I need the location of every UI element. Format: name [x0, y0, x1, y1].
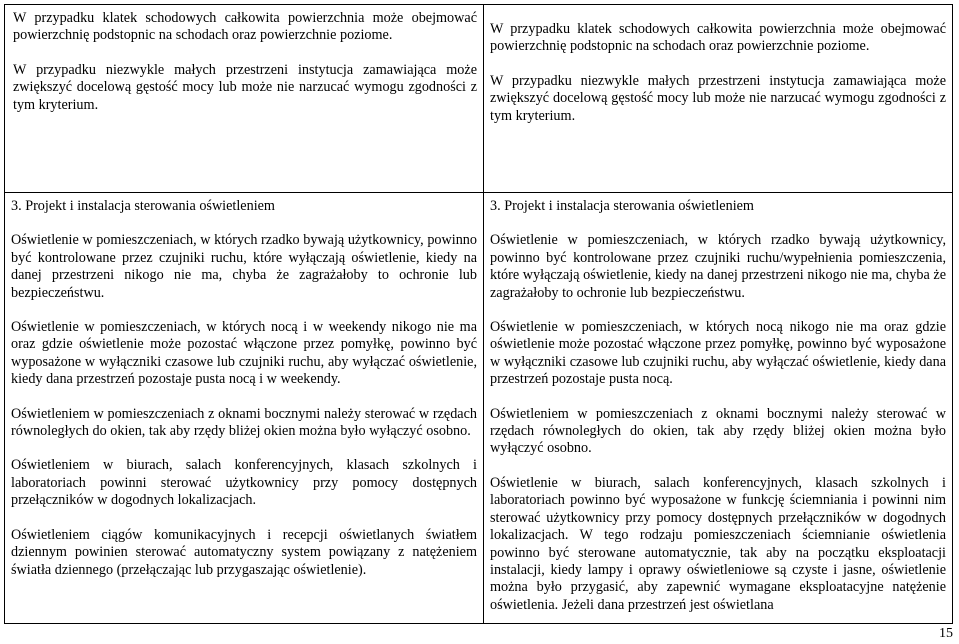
paragraph: W przypadku niezwykle małych przestrzeni instytucja zamawiająca może zwiększyć docelową gęstość mocy lub może nie narzucać wymogu zgodności z tym kryterium.	[13, 61, 477, 113]
table-row	[5, 193, 953, 624]
paragraph: Oświetlenie w biurach, salach konferencyjnych, klasach szkolnych i laboratoriach powinno być wyposażone w funkcję ściemniania i powinni nim sterować użytkownicy przy pomocy dostępnych przełączników w dogodnych lokalizacjach. W tego rodzaju pomieszczeniach ściemnianie oświetlenia powinno być sterowane automatycznie, tak aby na początku eksploatacji instalacji, kiedy lampy i oprawy oświetleniowe są czyste i jasne, oświetlenie można było przygasić, aby zapewnić wymagane eksploatacyjne natężenie oświetlenia. Jeżeli dana przestrzeń jest oświetlana	[490, 474, 946, 613]
paragraph: Oświetlenie w pomieszczeniach, w których nocą i w weekendy nikogo nie ma oraz gdzie oświetlenie może pozostać włączone przez pomyłkę, powinno być wyposażone w wyłączniki czasowe lub czujniki ruchu, aby wyłączać oświetlenie, kiedy dana przestrzeń pozostaje pusta nocą i w weekendy.	[11, 319, 477, 388]
section-heading: 3. Projekt i instalacja sterowania oświetleniem	[490, 198, 754, 214]
paragraph: Oświetleniem w pomieszczeniach z oknami bocznymi należy sterować w rzędach równoległych do okien, tak aby rzędy bliżej okien można było wyłączyć osobno.	[11, 405, 477, 440]
paragraph: W przypadku klatek schodowych całkowita powierzchnia może obejmować powierzchnię podstopnic na schodach oraz powierzchnie poziome.	[13, 10, 477, 44]
paragraph: Oświetleniem w biurach, salach konferencyjnych, klasach szkolnych i laboratoriach powinni sterować użytkownicy przy pomocy dostępnych przełączników w dogodnych lokalizacjach.	[11, 457, 477, 509]
section-heading: 3. Projekt i instalacja sterowania oświetleniem	[11, 198, 275, 214]
right-cell-top	[484, 5, 953, 193]
paragraph: Oświetleniem ciągów komunikacyjnych i recepcji oświetlanych światłem dziennym powinien sterować automatyczny system powiązany z natężeniem światła dziennego (przełączając lub przygaszając oświetlenie).	[11, 526, 477, 578]
left-cell-bottom	[5, 193, 484, 624]
paragraph: Oświetlenie w pomieszczeniach, w których rzadko bywają użytkownicy, powinno być kontrolowane przez czujniki ruchu, które wyłączają oświetlenie, kiedy na danej przestrzeni nikogo nie ma, chyba że zagrażałoby to ochronie lub bezpieczeństwu.	[11, 232, 477, 301]
right-cell-bottom	[484, 193, 953, 624]
paragraph: W przypadku niezwykle małych przestrzeni instytucja zamawiająca może zwiększyć docelową gęstość mocy lub może nie narzucać wymogu zgodności z tym kryterium.	[490, 72, 946, 124]
table-row	[5, 5, 953, 193]
page-number: 15	[939, 626, 953, 641]
left-cell-top	[5, 5, 484, 193]
paragraph: W przypadku klatek schodowych całkowita powierzchnia może obejmować powierzchnię podstopnic na schodach oraz powierzchnie poziome.	[490, 21, 946, 55]
comparison-table	[4, 4, 953, 624]
paragraph: Oświetlenie w pomieszczeniach, w których nocą nikogo nie ma oraz gdzie oświetlenie może pozostać włączone przez pomyłkę, powinno być wyposażone w wyłączniki czasowe lub czujniki ruchu, aby wyłączać oświetlenie, kiedy dana przestrzeń pozostaje pusta nocą.	[490, 319, 946, 388]
paragraph: Oświetleniem w pomieszczeniach z oknami bocznymi należy sterować w rzędach równoległych do okien, tak aby rzędy bliżej okien można było wyłączyć osobno.	[490, 405, 946, 457]
paragraph: Oświetlenie w pomieszczeniach, w których rzadko bywają użytkownicy, powinno być kontrolowane przez czujniki ruchu/wypełnienia pomieszczenia, które wyłączają oświetlenie, kiedy na danej przestrzeni nikogo nie ma, chyba że zagrażałoby to ochronie lub bezpieczeństwu.	[490, 232, 946, 301]
